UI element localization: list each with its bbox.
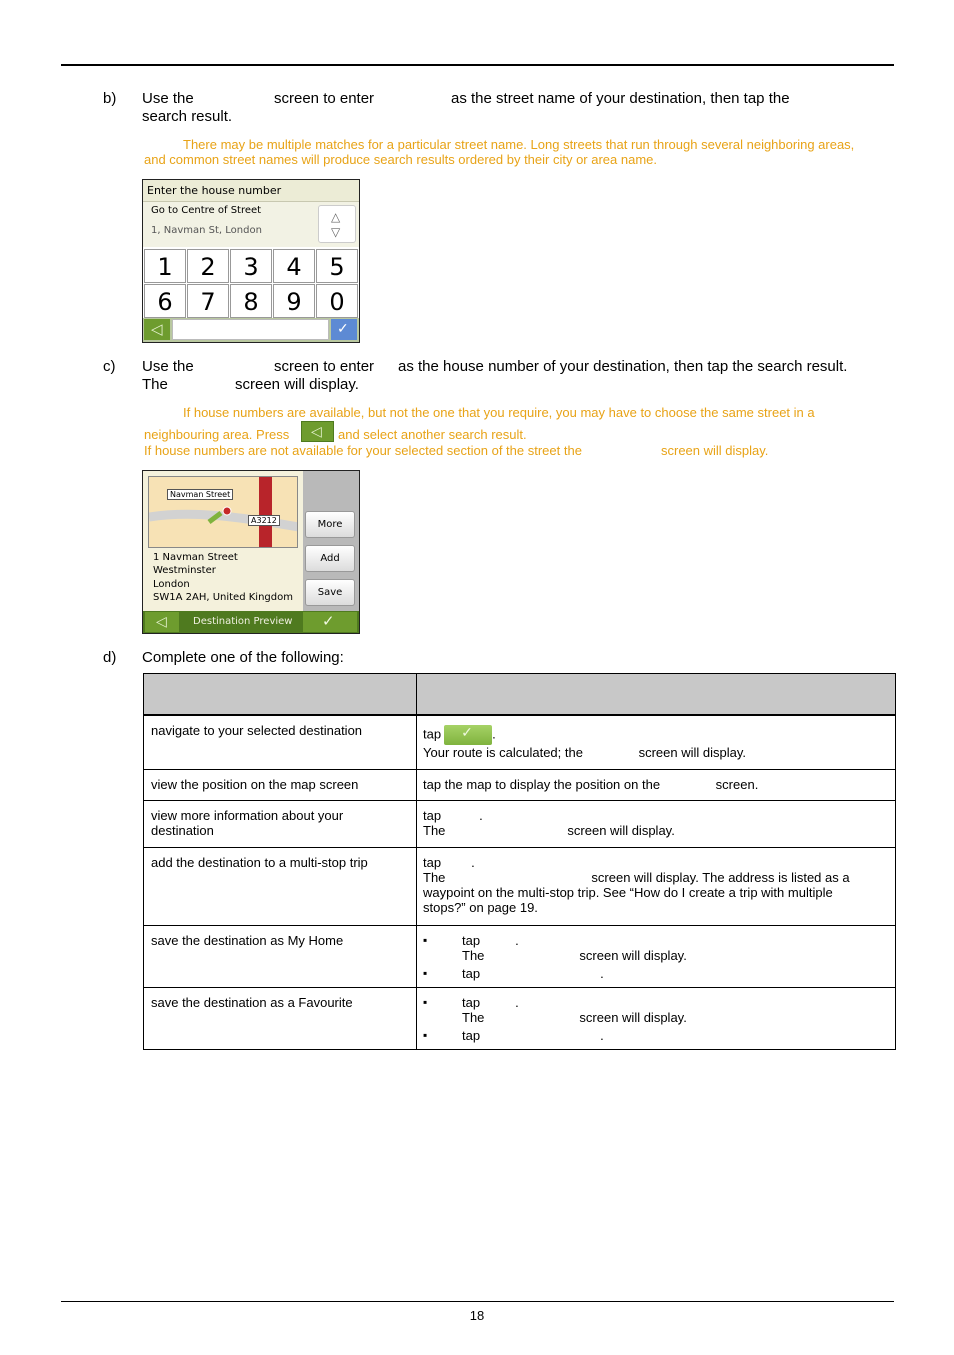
key-1[interactable]: 1 xyxy=(144,249,186,283)
row-instruction: tap ✓ . xyxy=(423,725,889,745)
preview-bar-title: Destination Preview xyxy=(193,616,293,627)
check-icon: ✓ xyxy=(322,613,335,630)
table-row xyxy=(144,715,896,769)
chevron-left-icon: ◁ xyxy=(311,423,322,439)
step-c-use-the: Use the xyxy=(142,358,194,375)
table-row xyxy=(144,987,896,1049)
step-d-text: Complete one of the following: xyxy=(142,649,344,666)
preview-bottom-bar xyxy=(143,611,359,633)
back-button[interactable] xyxy=(144,319,170,340)
address-line-1: 1 Navman Street xyxy=(153,552,238,563)
add-button[interactable]: Add xyxy=(305,545,355,572)
key-5[interactable]: 5 xyxy=(316,249,358,283)
keypad-bottom-bar xyxy=(143,318,359,342)
table-header-cell xyxy=(417,674,896,716)
go-centre-label: Go to Centre of Street xyxy=(151,205,262,216)
step-b-use-the: Use the xyxy=(142,90,194,107)
table-cell xyxy=(417,715,896,769)
table-cell: tap . The screen will display. xyxy=(417,800,896,847)
note-b-line1: There may be multiple matches for a particular street name. Long streets that run through several neighboring areas, xyxy=(183,137,855,152)
step-b-line2: search result. xyxy=(142,108,233,125)
table-cell xyxy=(417,987,896,1049)
row-action: add the destination to a multi-stop trip xyxy=(151,854,368,870)
step-c-the: The xyxy=(142,376,168,393)
go-button-icon xyxy=(444,725,492,745)
top-rule xyxy=(61,64,894,66)
map-road-label: A3212 xyxy=(248,515,280,526)
key-4[interactable]: 4 xyxy=(273,249,315,283)
options-table xyxy=(143,673,896,1050)
step-b-rest: as the street name of your destination, then tap the xyxy=(451,90,790,107)
table-cell xyxy=(144,800,417,847)
table-cell: tap . The screen will display. The address is listed as a waypoint on the multi-stop trip. See “How do I create a trip with multiple stops?” on page 19. xyxy=(417,847,896,925)
address-label: 1, Navman St, London xyxy=(151,225,262,236)
table-row xyxy=(144,769,896,800)
step-d-letter: d) xyxy=(103,649,117,666)
step-c-rest: as the house number of your destination, then tap the search result. xyxy=(398,358,848,375)
table-cell xyxy=(144,987,417,1049)
step-c-letter: c) xyxy=(103,358,116,375)
map-svg xyxy=(149,477,298,548)
step-c-screen-to-enter: screen to enter xyxy=(274,358,375,375)
chevron-left-icon: ◁ xyxy=(151,321,163,338)
table-row xyxy=(144,925,896,987)
key-8[interactable]: 8 xyxy=(230,284,272,318)
save-button[interactable]: Save xyxy=(305,579,355,606)
keypad-info xyxy=(143,202,359,247)
table-cell xyxy=(144,847,417,925)
page-number: 18 xyxy=(469,1308,485,1323)
note-b-line2: and common street names will produce search results ordered by their city or area name. xyxy=(144,152,658,167)
note-c-line2a: neighbouring area. Press xyxy=(144,427,290,442)
chevron-left-icon: ◁ xyxy=(156,613,167,629)
back-button-inline xyxy=(301,421,334,442)
map-thumbnail[interactable] xyxy=(148,476,298,548)
table-row xyxy=(144,800,896,847)
key-7[interactable]: 7 xyxy=(187,284,229,318)
step-c-screen-display: screen will display. xyxy=(235,376,359,393)
bullet-item: ▪ tap . The screen will display. xyxy=(423,933,889,963)
chevron-up-icon[interactable]: △ xyxy=(331,210,341,224)
table-header-row xyxy=(144,674,896,716)
row-action: save the destination as a Favourite xyxy=(151,994,353,1010)
row-instruction: Your route is calculated; the screen will display. xyxy=(423,745,747,760)
address-line-4: SW1A 2AH, United Kingdom xyxy=(153,592,293,603)
destination-preview-screenshot xyxy=(142,470,360,634)
check-icon: ✓ xyxy=(337,320,349,336)
key-2[interactable]: 2 xyxy=(187,249,229,283)
key-3[interactable]: 3 xyxy=(230,249,272,283)
note-c-line2b: and select another search result. xyxy=(338,427,527,442)
table-cell xyxy=(417,925,896,987)
scroll-arrows[interactable] xyxy=(318,205,356,243)
note-c-line3b: screen will display. xyxy=(661,443,769,458)
bullet-item: ▪ tap . xyxy=(423,966,889,981)
table-cell: tap the map to display the position on the screen. xyxy=(417,769,896,800)
row-action: navigate to your selected destination xyxy=(151,723,363,738)
go-button[interactable] xyxy=(303,612,357,632)
map-street-label: Navman Street xyxy=(167,489,233,500)
address-line-2: Westminster xyxy=(153,565,216,576)
chevron-down-icon[interactable]: ▽ xyxy=(331,225,341,239)
note-c-line1: If house numbers are available, but not the one that you require, you may have to choose the same street in a xyxy=(183,405,815,420)
bullet-item: ▪ tap . xyxy=(423,1028,889,1043)
confirm-button[interactable] xyxy=(331,319,357,340)
row-action: view the position on the map screen xyxy=(151,776,359,792)
row-action: view more information about your destination xyxy=(151,807,344,838)
table-cell xyxy=(144,769,417,800)
key-0[interactable]: 0 xyxy=(316,284,358,318)
address-line-3: London xyxy=(153,579,190,590)
bullet-item: ▪ tap . The screen will display. xyxy=(423,995,889,1025)
table-row xyxy=(144,847,896,925)
step-b-screen-to-enter: screen to enter xyxy=(274,90,375,107)
check-icon: ✓ xyxy=(461,724,473,740)
key-6[interactable]: 6 xyxy=(144,284,186,318)
keypad-title: Enter the house number xyxy=(143,180,359,202)
table-header-cell xyxy=(144,674,417,716)
key-9[interactable]: 9 xyxy=(273,284,315,318)
step-b-letter: b) xyxy=(103,90,117,107)
keypad-screenshot xyxy=(142,179,360,343)
note-c-line3a: If house numbers are not available for your selected section of the street the xyxy=(144,443,582,458)
footer-rule xyxy=(61,1301,894,1302)
table-cell xyxy=(144,925,417,987)
keypad-entry-field[interactable] xyxy=(172,319,329,340)
back-button[interactable] xyxy=(145,612,179,632)
table-cell xyxy=(144,715,417,769)
more-button[interactable]: More xyxy=(305,511,355,538)
row-action: save the destination as My Home xyxy=(151,932,344,948)
